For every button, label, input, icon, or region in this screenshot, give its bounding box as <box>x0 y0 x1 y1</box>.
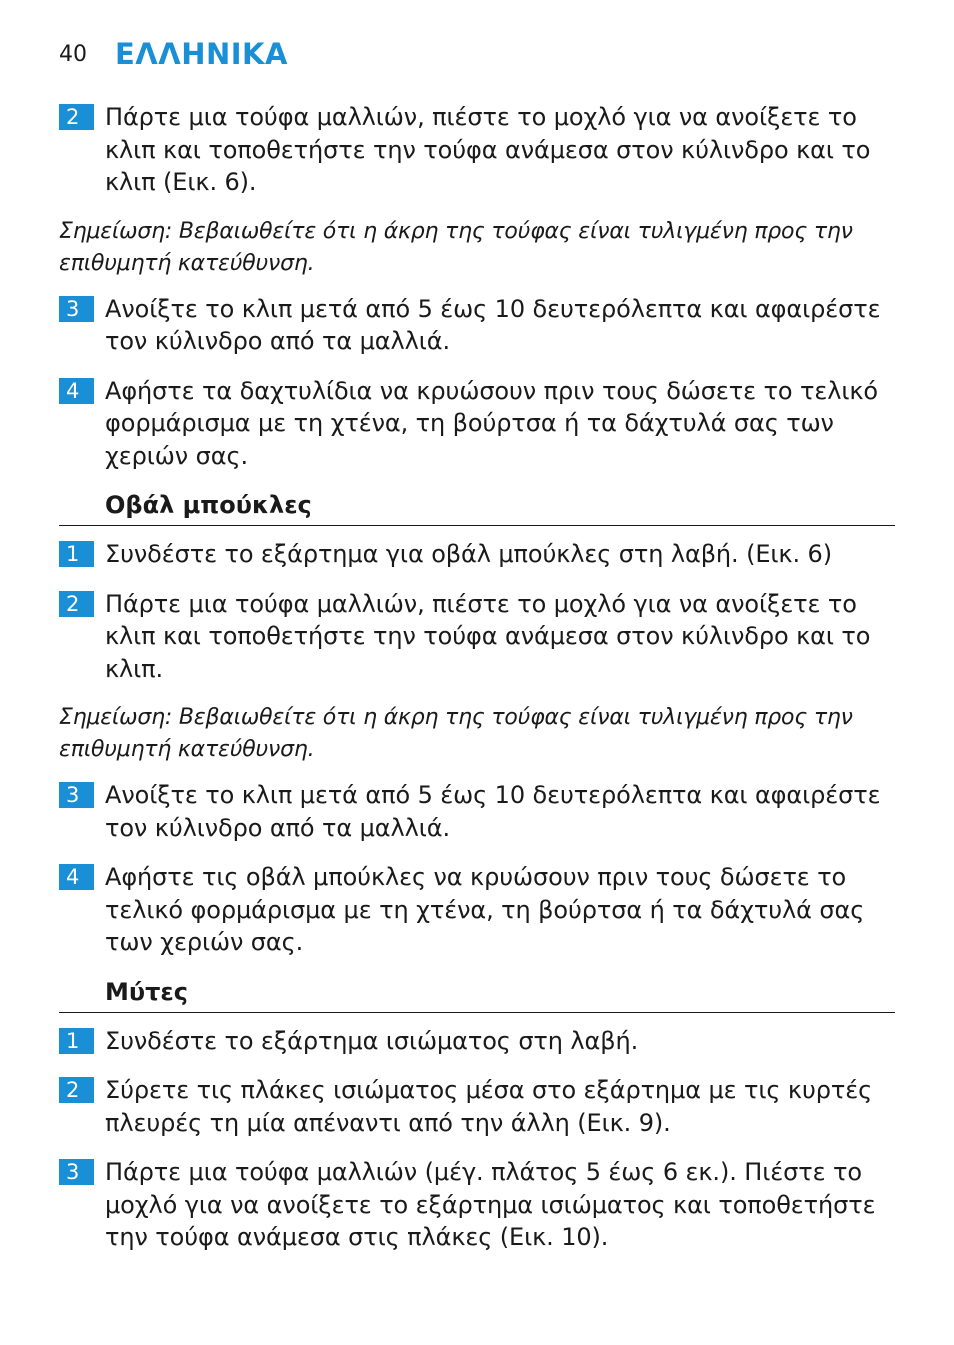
step-item <box>59 1025 895 1058</box>
step-number-badge: 1 <box>59 541 94 567</box>
step-text: Πάρτε μια τούφα μαλλιών, πιέστε το μοχλό για να ανοίξετε το κλιπ και τοποθετήστε την τούφα ανάμεσα στον κύλινδρο και το κλιπ. <box>105 589 871 683</box>
step-number-badge: 2 <box>59 104 94 130</box>
section-heading-tips: Μύτες <box>59 976 895 1013</box>
step-item <box>59 1074 895 1139</box>
step-number-badge: 2 <box>59 1077 94 1103</box>
step-text: Συνδέστε το εξάρτημα ισιώματος στη λαβή. <box>105 1026 639 1055</box>
step-item <box>59 1156 895 1254</box>
step-item <box>59 538 895 571</box>
step-item <box>59 293 895 358</box>
step-number-badge: 3 <box>59 782 94 808</box>
note-text: Σημείωση: Βεβαιωθείτε ότι η άκρη της τούφας είναι τυλιγμένη προς την επιθυμητή κατεύθυνση. <box>59 705 853 762</box>
step-number-badge: 4 <box>59 378 94 404</box>
page-header <box>59 34 288 74</box>
page-number: 40 <box>59 41 87 67</box>
step-text: Συνδέστε το εξάρτημα για οβάλ μπούκλες στη λαβή. (Εικ. 6) <box>105 540 832 568</box>
section-heading-oval-curls: Οβάλ μπούκλες <box>59 489 895 526</box>
language-title: ΕΛΛΗΝΙΚΑ <box>115 37 288 71</box>
step-text: Ανοίξτε το κλιπ μετά από 5 έως 10 δευτερόλεπτα και αφαιρέστε τον κύλινδρο από τα μαλλιά. <box>105 294 881 355</box>
step-number-badge: 3 <box>59 1159 94 1185</box>
step-item <box>59 375 895 473</box>
step-number-badge: 1 <box>59 1028 94 1054</box>
step-item <box>59 861 895 959</box>
step-text: Ανοίξτε το κλιπ μετά από 5 έως 10 δευτερόλεπτα και αφαιρέστε τον κύλινδρο από τα μαλλιά. <box>105 781 881 842</box>
step-text: Πάρτε μια τούφα μαλλιών, πιέστε το μοχλό για να ανοίξετε το κλιπ και τοποθετήστε την τούφα ανάμεσα στον κύλινδρο και το κλιπ (Εικ. 6). <box>105 103 871 196</box>
step-text: Αφήστε τα δαχτυλίδια να κρυώσουν πριν τους δώσετε το τελικό φορμάρισμα με τη χτένα, τη βούρτσα ή τα δάχτυλά σας των χεριών σας. <box>105 376 878 470</box>
step-item <box>59 101 895 199</box>
step-text: Σύρετε τις πλάκες ισιώματος μέσα στο εξάρτημα με τις κυρτές πλευρές τη μία απέναντι από την άλλη (Εικ. 9). <box>105 1076 873 1137</box>
manual-content <box>59 101 895 1271</box>
step-text: Πάρτε μια τούφα μαλλιών (μέγ. πλάτος 5 έως 6 εκ.). Πιέστε το μοχλό για να ανοίξετε το εξάρτημα ισιώματος και τοποθετήστε την τούφα ανάμεσα στις πλάκες (Εικ. 10). <box>105 1158 876 1251</box>
step-text: Αφήστε τις οβάλ μπούκλες να κρυώσουν πριν τους δώσετε το τελικό φορμάρισμα με τη χτένα, τη βούρτσα ή τα δάχτυλά σας των χεριών σας. <box>105 863 865 956</box>
step-number-badge: 3 <box>59 296 94 322</box>
step-item <box>59 588 895 686</box>
note-text: Σημείωση: Βεβαιωθείτε ότι η άκρη της τούφας είναι τυλιγμένη προς την επιθυμητή κατεύθυνση. <box>59 218 853 276</box>
step-item <box>59 779 895 844</box>
step-number-badge: 2 <box>59 591 94 617</box>
step-number-badge: 4 <box>59 864 94 890</box>
